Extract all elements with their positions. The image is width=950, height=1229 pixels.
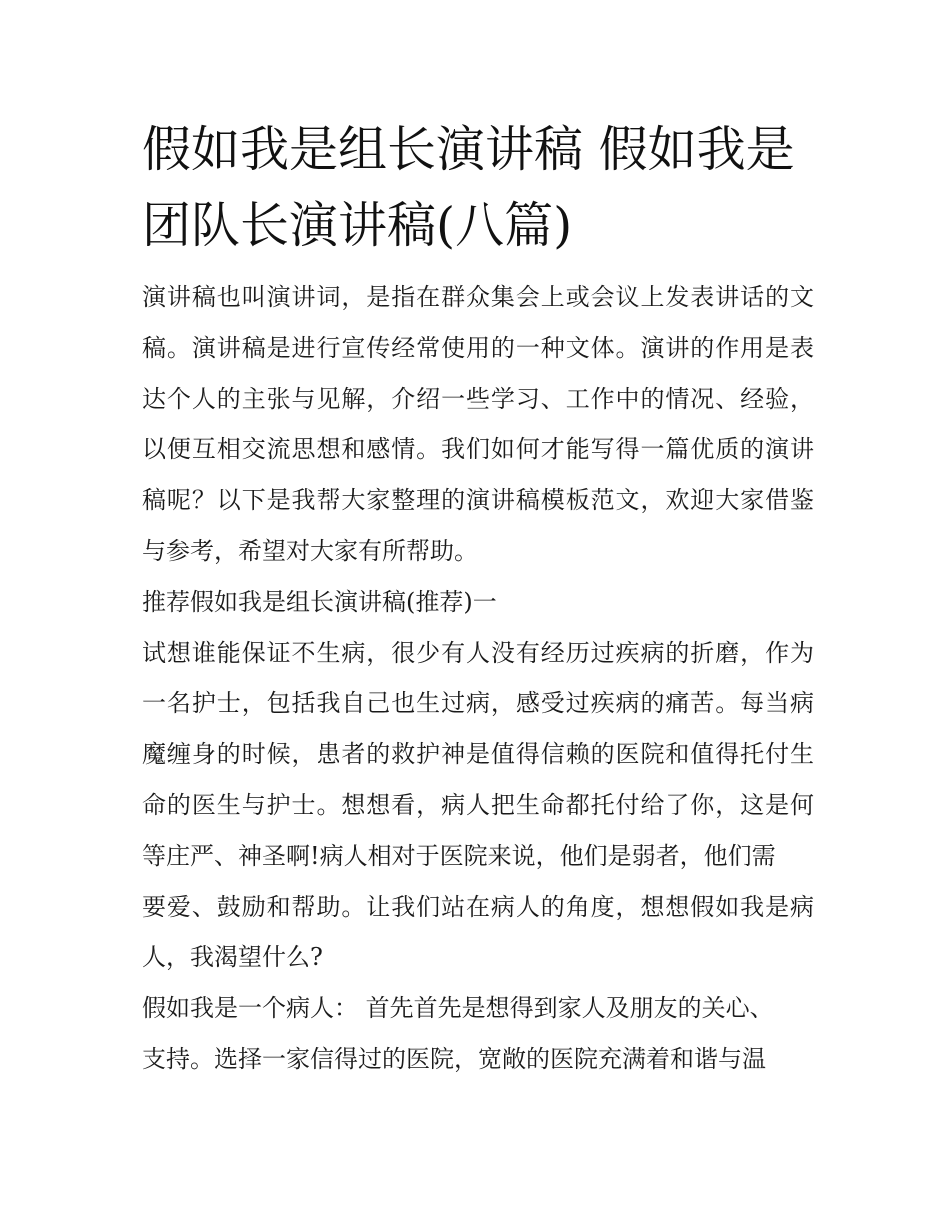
body-line-16: 支持。选择一家信得过的医院，宽敞的医院充满着和谐与温 — [142, 1044, 766, 1073]
body-line-12: 等庄严、神圣啊!病人相对于医院来说，他们是弱者，他们需 — [142, 841, 776, 870]
body-line-2: 稿。演讲稿是进行宣传经常使用的一种文体。演讲的作用是表 — [142, 333, 814, 362]
document-title — [142, 112, 814, 264]
body-line-5: 稿呢？以下是我帮大家整理的演讲稿模板范文，欢迎大家借鉴 — [142, 486, 814, 515]
body-line-10: 魔缠身的时候，患者的救护神是值得信赖的医院和值得托付生 — [142, 740, 814, 769]
body-line-9: 一名护士，包括我自己也生过病，感受过疾病的痛苦。每当病 — [142, 689, 814, 718]
document-body — [142, 272, 814, 1085]
document-content — [142, 112, 814, 1085]
section-heading: 推荐假如我是组长演讲稿(推荐)一 — [142, 587, 497, 616]
body-line-14: 人，我渴望什么? — [142, 943, 323, 972]
body-line-15: 假如我是一个病人： 首先首先是想得到家人及朋友的关心、 — [142, 994, 774, 1023]
body-line-8: 试想谁能保证不生病，很少有人没有经历过疾病的折磨，作为 — [142, 638, 814, 667]
body-line-13: 要爱、鼓励和帮助。让我们站在病人的角度，想想假如我是病 — [142, 892, 814, 921]
body-line-1: 演讲稿也叫演讲词，是指在群众集会上或会议上发表讲话的文 — [142, 283, 814, 311]
body-line-6: 与参考，希望对大家有所帮助。 — [142, 536, 478, 565]
body-line-3: 达个人的主张与见解，介绍一些学习、工作中的情况、经验， — [142, 384, 814, 413]
body-line-11: 命的医生与护士。想想看，病人把生命都托付给了你，这是何 — [142, 790, 814, 819]
body-line-4: 以便互相交流思想和感情。我们如何才能写得一篇优质的演讲 — [142, 435, 814, 464]
title-line-2: 团队长演讲稿(八篇) — [142, 197, 573, 254]
title-line-1: 假如我是组长演讲稿 假如我是 — [142, 121, 795, 178]
